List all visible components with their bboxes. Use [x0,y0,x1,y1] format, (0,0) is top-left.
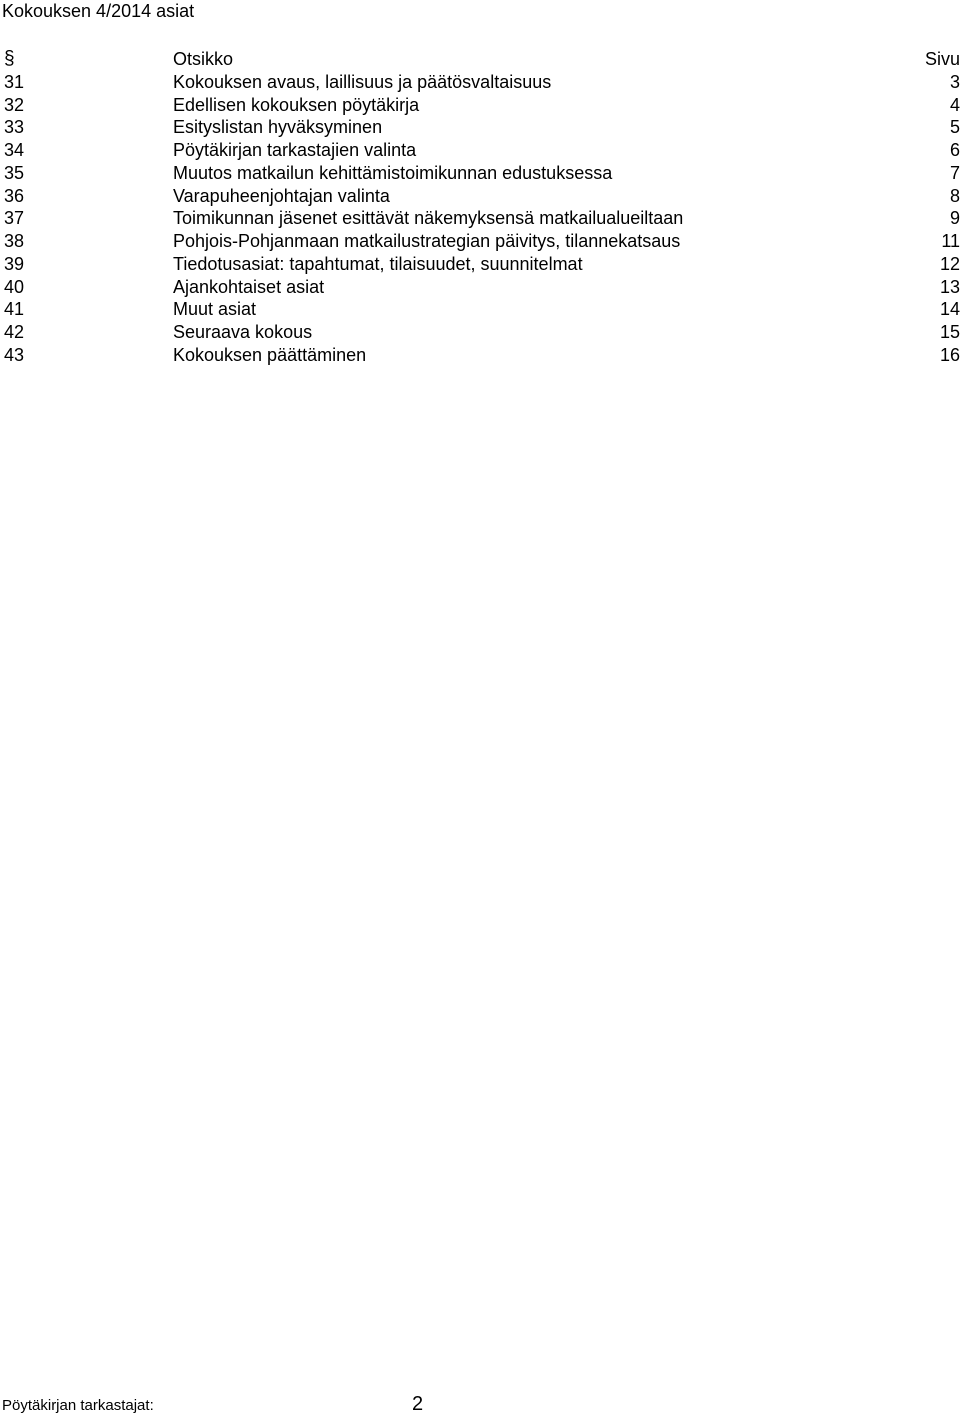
column-header-page: Sivu [924,49,960,69]
item-page: 5 [949,117,960,138]
item-number: 41 [4,299,25,320]
item-page: 4 [949,94,960,115]
item-title: Edellisen kokouksen pöytäkirja [173,94,420,115]
agenda-row [0,94,960,117]
item-number: 39 [4,253,25,274]
item-title: Toimikunnan jäsenet esittävät näkemyksensä matkailualueiltaan [173,208,684,229]
column-header-title: Otsikko [173,49,234,69]
item-page: 15 [939,322,960,342]
item-title: Seuraava kokous [173,322,313,342]
item-page: 11 [941,231,960,251]
agenda-row [0,139,960,162]
item-page: 9 [949,208,960,229]
item-number: 35 [4,162,25,183]
item-title: Esityslistan hyväksyminen [173,117,383,138]
item-title: Kokouksen avaus, laillisuus ja päätösvaltaisuus [173,71,552,92]
item-page: 6 [949,140,960,160]
agenda-row [0,321,960,344]
page-number: 2 [412,1393,424,1415]
item-number: 32 [4,94,25,115]
agenda-row [0,253,960,276]
item-title: Pohjois-Pohjanmaan matkailustrategian päivitys, tilannekatsaus [173,231,681,251]
item-title: Varapuheenjohtajan valinta [173,185,390,206]
document-title: Kokouksen 4/2014 asiat [2,1,195,21]
agenda-row [0,185,960,208]
item-page: 12 [939,253,960,274]
agenda-header-row [0,48,960,71]
item-page: 16 [939,344,960,365]
minutes-reviewers-label: Pöytäkirjan tarkastajat: [2,1397,154,1414]
section-sign-icon: § [4,48,15,69]
item-number: 34 [4,140,25,160]
item-number: 43 [4,344,25,365]
agenda-row [0,71,960,94]
item-title: Kokouksen päättäminen [173,344,367,365]
agenda-row [0,344,960,367]
item-title: Tiedotusasiat: tapahtumat, tilaisuudet, suunnitelmat [173,253,583,274]
item-page: 7 [949,162,960,183]
item-number: 33 [4,117,25,138]
item-page: 8 [949,185,960,206]
item-title: Muut asiat [173,299,257,320]
page-footer [0,1393,960,1417]
agenda-row [0,298,960,321]
item-number: 36 [4,185,25,206]
agenda-row [0,276,960,299]
item-title: Pöytäkirjan tarkastajien valinta [173,140,417,160]
item-number: 40 [4,276,25,297]
item-page: 14 [939,299,960,320]
agenda-table [0,48,960,367]
agenda-row [0,207,960,230]
item-title: Ajankohtaiset asiat [173,276,325,297]
item-page: 3 [949,71,960,92]
item-number: 38 [4,231,25,251]
item-number: 31 [4,71,25,92]
item-page: 13 [939,276,960,297]
agenda-row [0,116,960,139]
agenda-row [0,230,960,253]
item-number: 42 [4,322,25,342]
item-title: Muutos matkailun kehittämistoimikunnan edustuksessa [173,162,613,183]
agenda-row [0,162,960,185]
item-number: 37 [4,208,25,229]
